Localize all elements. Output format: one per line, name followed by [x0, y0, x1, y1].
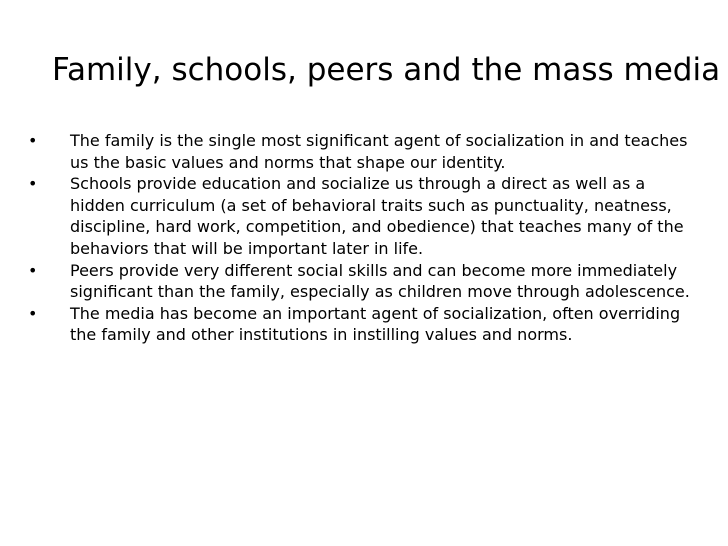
- bullet-icon: •: [28, 131, 38, 150]
- bullet-schools: [28, 173, 690, 259]
- bullet-family: [28, 130, 690, 173]
- bullet-icon: •: [28, 174, 38, 194]
- bullet-text-schools: Schools provide education and socialize us through a direct as well as a hidden curriculum (a set of behavioral traits such as punctuality, neatness, discipline, hard work, competition, and obedience) that teaches many of the behaviors that will be important later in life.: [70, 174, 684, 258]
- bullet-text-family: The family is the single most significant agent of socialization in and teaches us the basic values and norms that shape our identity.: [70, 131, 688, 172]
- bullet-text-peers: Peers provide very different social skills and can become more immediately significant than the family, especially as children move through adolescence.: [70, 260, 690, 302]
- bullet-media: [28, 303, 690, 346]
- bullet-text-media: The media has become an important agent of socialization, often overriding the family and other institutions in instilling values and norms.: [70, 303, 681, 345]
- bullet-list: [28, 130, 700, 346]
- bullet-peers: [28, 260, 690, 303]
- bullet-icon: •: [28, 260, 38, 280]
- bullet-icon: •: [28, 303, 38, 323]
- slide-title: Family, schools, peers and the mass media: [52, 52, 721, 88]
